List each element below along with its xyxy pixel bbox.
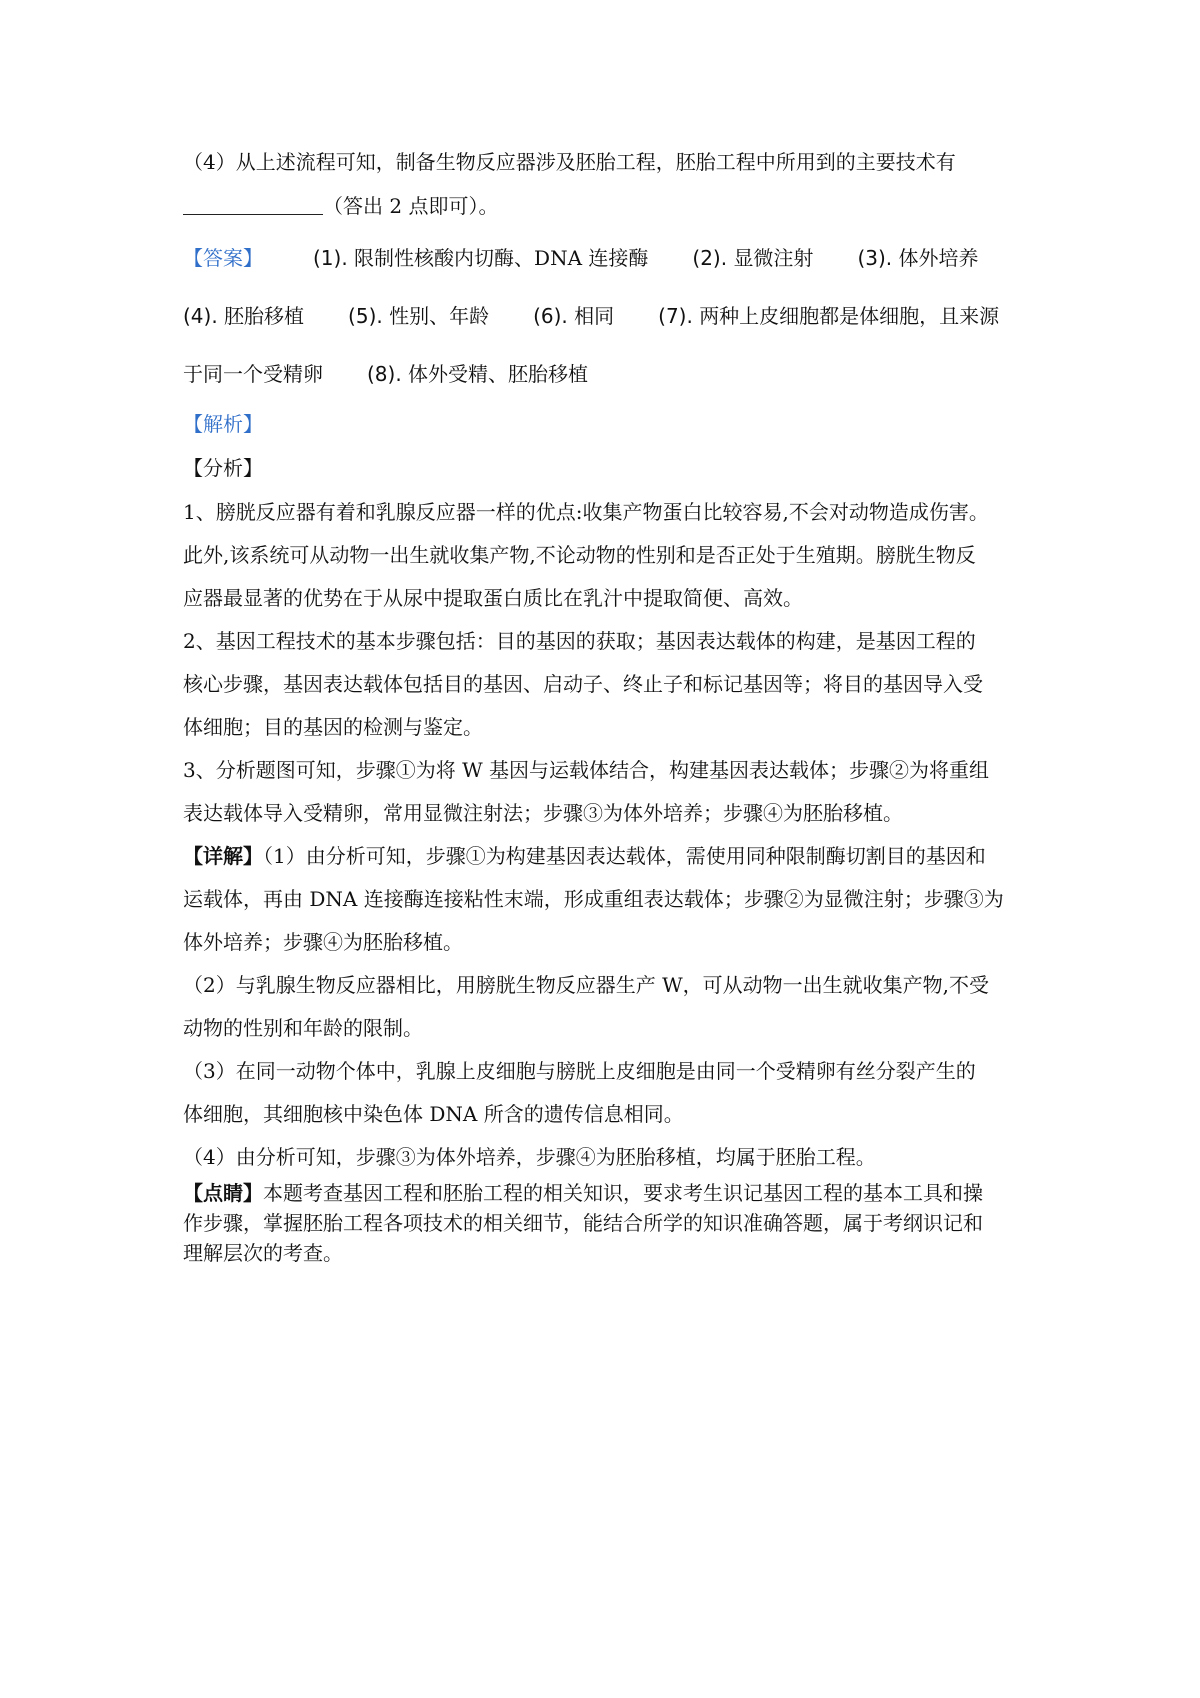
detail-p1-l2: 运载体，再由 DNA 连接酶连接粘性末端，形成重组表达载体；步骤②为显微注射；步骤③为: [183, 887, 1004, 911]
comment-l3: 理解层次的考查。: [183, 1241, 343, 1265]
answer-item-2: (2). 显微注射: [692, 246, 814, 270]
answer-item-5: (5). 性别、年龄: [348, 304, 490, 328]
question-4-line-1: （4）从上述流程可知，制备生物反应器涉及胚胎工程，胚胎工程中所用到的主要技术有: [183, 150, 956, 174]
analysis-p1-l2: 此外,该系统可从动物一出生就收集产物,不论动物的性别和是否正处于生殖期。膀胱生物反: [183, 543, 976, 567]
question-4-line-2: [183, 194, 1033, 218]
comment-l2: 作步骤，掌握胚胎工程各项技术的相关细节，能结合所学的知识准确答题，属于考纲识记和: [183, 1211, 983, 1235]
comment-l1: 【点睛】本题考查基因工程和胚胎工程的相关知识，要求考生识记基因工程的基本工具和操: [183, 1181, 983, 1205]
analysis-p1-l3: 应器最显著的优势在于从尿中提取蛋白质比在乳汁中提取简便、高效。: [183, 586, 803, 610]
answer-row-3: [183, 362, 1033, 386]
detail-p4-l1: （4）由分析可知，步骤③为体外培养，步骤④为胚胎移植，均属于胚胎工程。: [183, 1145, 876, 1169]
analysis-p2-l3: 体细胞；目的基因的检测与鉴定。: [183, 715, 483, 739]
answer-item-1: (1). 限制性核酸内切酶、DNA 连接酶: [313, 246, 649, 270]
analysis-p3-l2: 表达载体导入受精卵，常用显微注射法；步骤③为体外培养；步骤④为胚胎移植。: [183, 801, 903, 825]
answer-row-1: [183, 246, 1033, 270]
analysis-label: 【解析】: [183, 412, 263, 436]
detail-p3-l2: 体细胞，其细胞核中染色体 DNA 所含的遗传信息相同。: [183, 1102, 684, 1126]
question-4-suffix: （答出 2 点即可）。: [323, 194, 499, 218]
comment-label: 【点睛】: [183, 1181, 263, 1205]
answer-item-7-cont: 于同一个受精卵: [183, 362, 323, 386]
answer-item-6: (6). 相同: [533, 304, 615, 328]
answer-item-8: (8). 体外受精、胚胎移植: [367, 362, 589, 386]
detail-p3-l1: （3）在同一动物个体中，乳腺上皮细胞与膀胱上皮细胞是由同一个受精卵有丝分裂产生的: [183, 1059, 976, 1083]
answer-blank: [183, 196, 323, 215]
detail-p1-l3: 体外培养；步骤④为胚胎移植。: [183, 930, 463, 954]
answer-row-2: [183, 304, 1033, 328]
detail-p2-l1: （2）与乳腺生物反应器相比，用膀胱生物反应器生产 W，可从动物一出生就收集产物,不受: [183, 973, 989, 997]
document-page: [183, 150, 1033, 1265]
answer-item-7: (7). 两种上皮细胞都是体细胞，且来源: [658, 304, 1000, 328]
answer-item-3: (3). 体外培养: [857, 246, 979, 270]
analysis-p2-l1: 2、基因工程技术的基本步骤包括：目的基因的获取；基因表达载体的构建，是基因工程的: [183, 629, 976, 653]
detail-p1-l1: 【详解】（1）由分析可知，步骤①为构建基因表达载体，需使用同种限制酶切割目的基因和: [183, 844, 986, 868]
answer-item-4: (4). 胚胎移植: [183, 304, 305, 328]
answer-label: 【答案】: [183, 246, 263, 270]
detail-label: 【详解】: [183, 844, 263, 868]
analysis-p3-l1: 3、分析题图可知，步骤①为将 W 基因与运载体结合，构建基因表达载体；步骤②为将重组: [183, 758, 989, 782]
analysis-p2-l2: 核心步骤，基因表达载体包括目的基因、启动子、终止子和标记基因等；将目的基因导入受: [183, 672, 983, 696]
analysis-p1-l1: 1、膀胱反应器有着和乳腺反应器一样的优点:收集产物蛋白比较容易,不会对动物造成伤害。: [183, 500, 989, 524]
detail-p2-l2: 动物的性别和年龄的限制。: [183, 1016, 423, 1040]
analysis-sub-label: 【分析】: [183, 456, 263, 480]
